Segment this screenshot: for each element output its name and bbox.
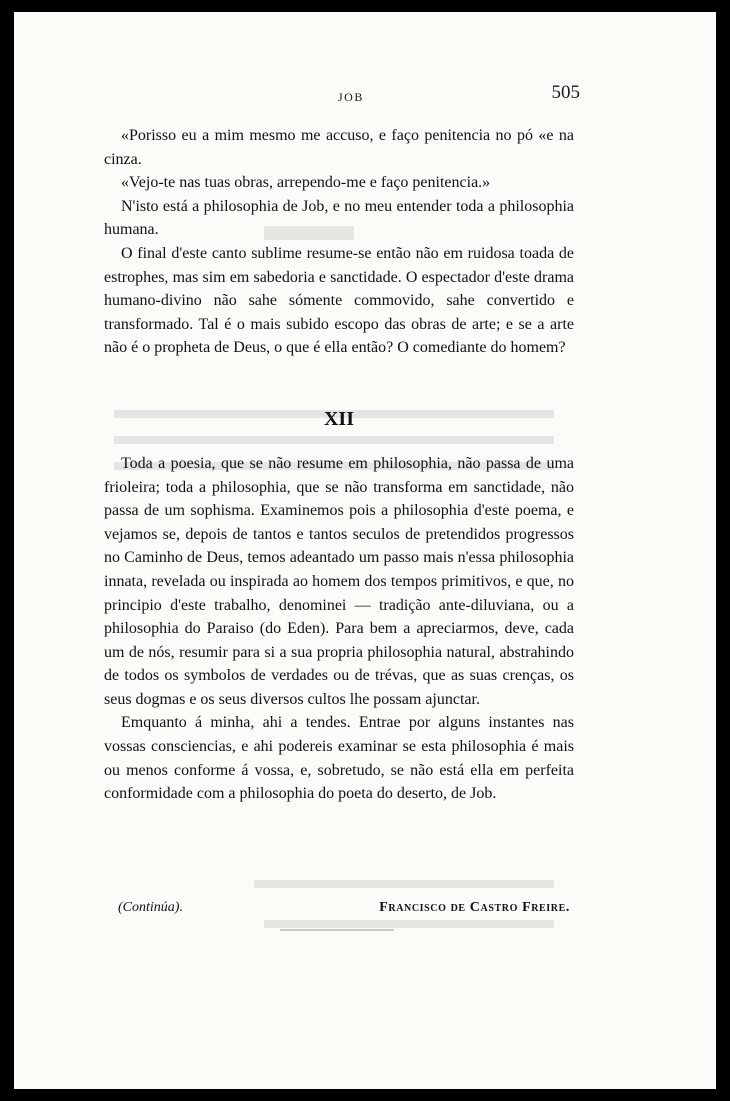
page-footer [118,900,570,924]
paragraph-philosophy: N'isto está a philosophia de Job, e no meu entender toda a philosophia humana. [104,197,574,239]
paragraph-emquanto: Emquanto á minha, ahi a tendes. Entrae por alguns instantes nas vossas consciencias, e ahi podereis examinar se esta philosophia é mais ou menos conforme á vossa, e, sobretudo, se não está ella em perfeita conformidade com a philosophia do poeta do deserto, de Job. [104,714,574,803]
author-signature: Francisco de Castro Freire. [379,900,570,915]
book-page [14,12,716,1089]
page-number: 505 [551,82,580,103]
running-title: JOB [338,90,364,104]
page-body [104,124,574,806]
continua-note: (Continúa). [118,900,183,915]
paragraph-poesia: Toda a poesia, que se não resume em philosophia, não passa de uma frioleira; toda a philosophia, que se não transforma em sanctidade, não passa de um sophisma. Examinemos pois a philosophia d'este poema, e vejamos se, depois de tantos e tantos seculos de pretendidos progressos no Caminho de Deus, temos adeantado um passo mais n'essa philosophia innata, revelada ou inspirada ao homem dos tempos primitivos, e que, no principio d'este trabalho, denominei — tradição ante-diluviana, ou a philosophia do Paraiso (do Eden). Para bem a apreciarmos, deve, cada um de nós, resumir para si a sua propria philosophia natural, abstrahindo de todos os symbolos de verdades ou de trévas, que as suas crenças, os seus dogmas e os seus diversos cultos lhe possam ajunctar. [104,454,574,708]
section-heading: XII [323,407,354,430]
paragraph-final-canto: O final d'este canto sublime resume-se então não em ruidosa toada de estrophes, mas sim em sabedoria e sanctidade. O espectador d'este drama humano-divino não sahe sómente commovido, sahe convertido e transformado. Tal é o mais subido escopo das obras de arte; e se a arte não é o propheta de Deus, o que é ella então? O comediante do homem? [104,244,574,357]
page-header [110,82,580,108]
paragraph-quote-2: «Vejo-te nas tuas obras, arrependo-me e faço penitencia.» [121,174,491,192]
paragraph-quote-1: «Porisso eu a mim mesmo me accuso, e faço penitencia no pó «e na cinza. [104,127,574,168]
